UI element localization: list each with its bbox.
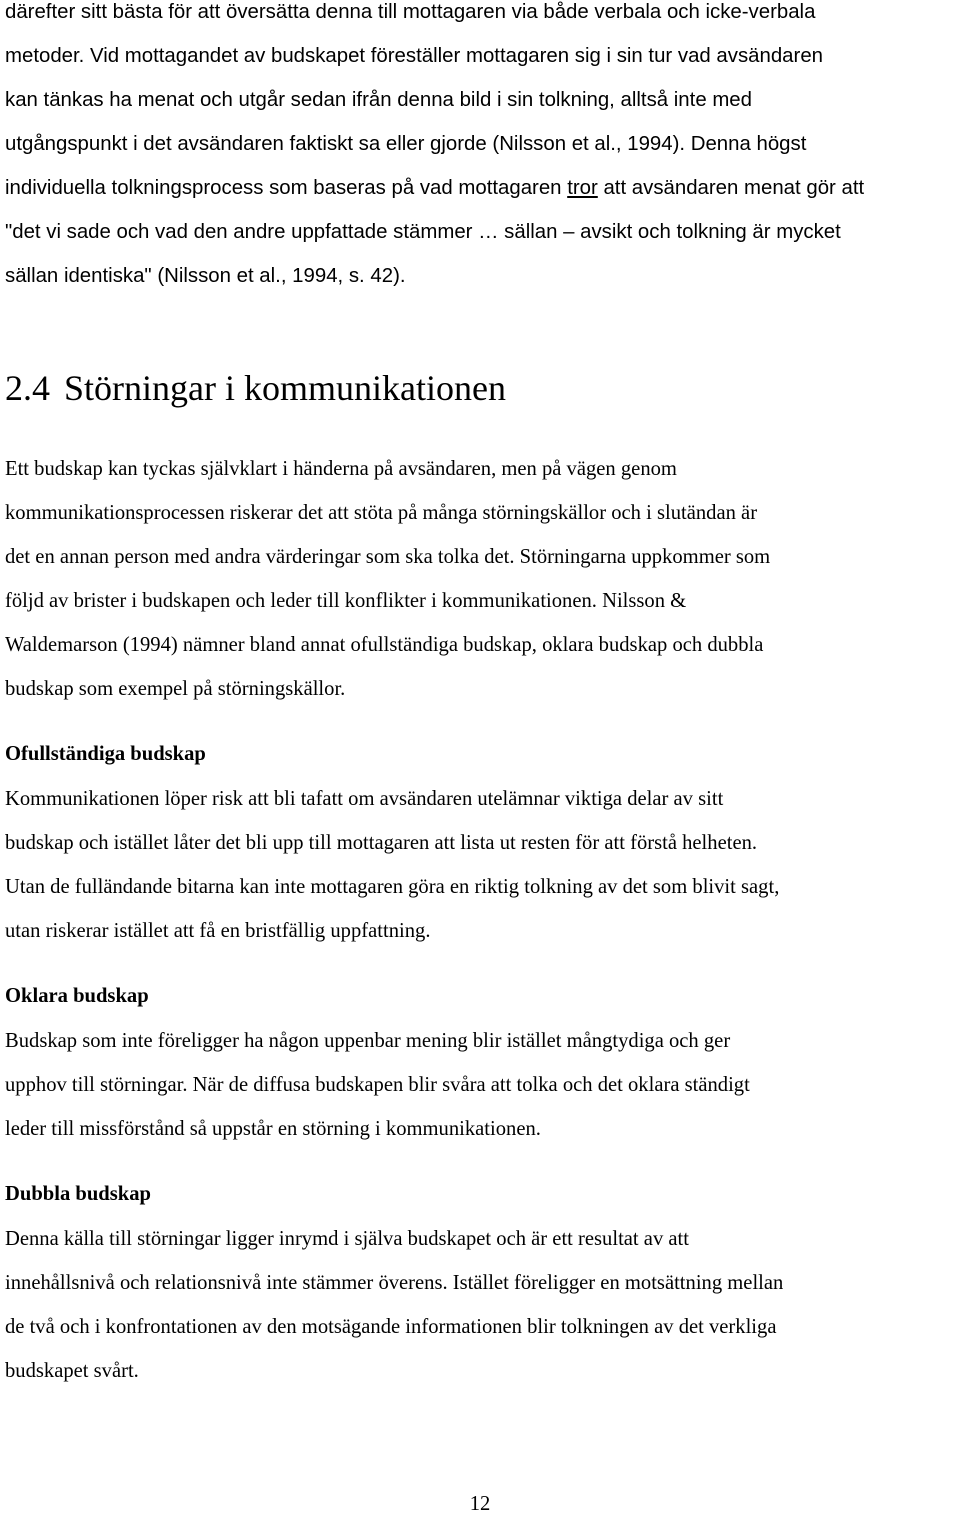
text-line: Utan de fulländande bitarna kan inte mottagaren göra en riktig tolkning av det som blivit sagt, [5, 876, 780, 898]
text-segment: att avsändaren menat gör att [597, 177, 865, 199]
subsection-paragraph-unclear [5, 1029, 750, 1161]
text-line: metoder. Vid mottagandet av budskapet föreställer mottagaren sig i sin tur vad avsändaren [5, 45, 823, 67]
text-line [5, 176, 864, 220]
text-line: Waldemarson (1994) nämner bland annat ofullständiga budskap, oklara budskap och dubbla [5, 634, 764, 656]
text-segment: "det vi sade och vad den andre uppfattade stämmer [5, 221, 479, 243]
section-paragraph [5, 457, 770, 721]
text-line: budskap och istället låter det bli upp till mottagaren att lista ut resten för att förstå helheten. [5, 832, 758, 854]
text-line: därefter sitt bästa för att översätta denna till mottagaren via både verbala och icke-verbala [5, 1, 816, 23]
text-segment: avsikt och tolkning är mycket [574, 221, 841, 243]
dash: – [563, 221, 575, 243]
text-line: utan riskerar istället att få en bristfällig uppfattning. [5, 920, 431, 942]
ellipsis: … [478, 221, 499, 243]
text-segment: sällan [498, 221, 564, 243]
text-line: de två och i konfrontationen av den motsägande informationen blir tolkningen av det verkliga [5, 1316, 777, 1338]
text-line: upphov till störningar. När de diffusa budskapen blir svåra att tolka och det oklara ständigt [5, 1074, 750, 1096]
text-line: budskap som exempel på störningskällor. [5, 678, 346, 700]
text-line: leder till missförstånd så uppstår en störning i kommunikationen. [5, 1118, 541, 1140]
subsection-heading-incomplete: Ofullständiga budskap [5, 743, 206, 765]
text-line: det en annan person med andra värderingar som ska tolka det. Störningarna uppkommer som [5, 546, 771, 568]
subsection-paragraph-double [5, 1227, 783, 1403]
text-line: utgångspunkt i det avsändaren faktiskt sa eller gjorde (Nilsson et al., 1994). Denna högst [5, 133, 807, 155]
text-line: Ett budskap kan tyckas självklart i händerna på avsändaren, men på vägen genom [5, 458, 677, 480]
text-segment: individuella tolkningsprocess som baseras på vad mottagaren [5, 177, 568, 199]
quote-line [5, 220, 864, 264]
text-line: Denna källa till störningar ligger inrymd i själva budskapet och är ett resultat av att [5, 1228, 689, 1250]
subsection-heading-unclear: Oklara budskap [5, 985, 149, 1007]
intro-paragraph [5, 0, 864, 308]
subsection-heading-double: Dubbla budskap [5, 1183, 151, 1205]
section-heading [5, 366, 506, 410]
section-number: 2.4 [5, 368, 50, 408]
underlined-word: tror [567, 177, 598, 199]
text-line: följd av brister i budskapen och leder till konflikter i kommunikationen. Nilsson & [5, 590, 687, 612]
section-title: Störningar i kommunikationen [64, 368, 506, 408]
text-line: kommunikationsprocessen riskerar det att stöta på många störningskällor och i slutändan är [5, 502, 758, 524]
text-line: kan tänkas ha menat och utgår sedan ifrån denna bild i sin tolkning, alltså inte med [5, 89, 752, 111]
text-line: budskapet svårt. [5, 1360, 139, 1382]
text-line: Kommunikationen löper risk att bli tafatt om avsändaren utelämnar viktiga delar av sitt [5, 788, 724, 810]
text-line: innehållsnivå och relationsnivå inte stämmer överens. Istället föreligger en motsättning mellan [5, 1272, 784, 1294]
text-line: sällan identiska" (Nilsson et al., 1994, s. 42). [5, 265, 406, 287]
page-number: 12 [469, 1493, 491, 1515]
text-line: Budskap som inte föreligger ha någon uppenbar mening blir istället mångtydiga och ger [5, 1030, 731, 1052]
subsection-paragraph-incomplete [5, 787, 779, 963]
